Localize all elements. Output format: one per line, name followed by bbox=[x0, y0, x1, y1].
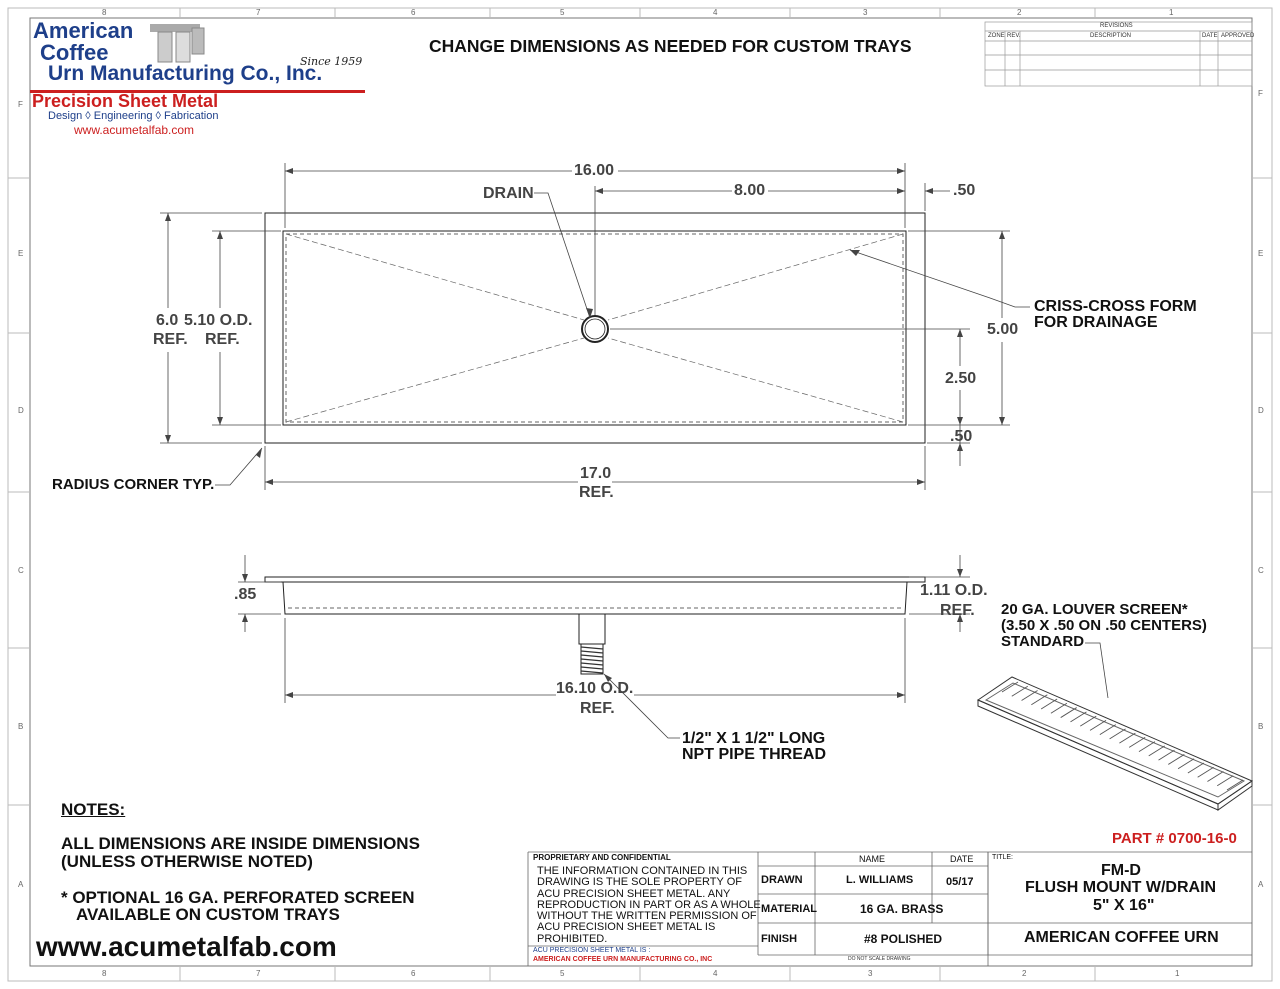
zone-left-d: D bbox=[18, 406, 24, 415]
zone-bottom-4: 4 bbox=[713, 969, 718, 978]
note-1b: (UNLESS OTHERWISE NOTED) bbox=[61, 852, 313, 871]
material-value: 16 GA. BRASS bbox=[860, 902, 944, 916]
louver-slat bbox=[1051, 703, 1067, 713]
proprietary-line: ACU PRECISION SHEET METAL IS bbox=[537, 921, 716, 934]
company-name: AMERICAN COFFEE URN bbox=[1024, 929, 1219, 946]
dim-outer-height-ref: REF. bbox=[153, 331, 188, 348]
louver-slat bbox=[1188, 763, 1204, 773]
zone-left-a: A bbox=[18, 880, 24, 889]
logo-line-coffee: Coffee bbox=[40, 40, 109, 65]
louver-slat bbox=[1022, 691, 1038, 701]
dim-overall-width: 16.00 bbox=[574, 162, 615, 179]
revisions-col-description: DESCRIPTION bbox=[1090, 33, 1132, 39]
logo-urn-graphic bbox=[150, 24, 204, 62]
label-criss-cross-1: CRISS-CROSS FORM bbox=[1034, 298, 1197, 315]
label-louver-2: (3.50 X .50 ON .50 CENTERS) bbox=[1001, 617, 1207, 634]
dim-half-height: 2.50 bbox=[945, 370, 977, 387]
louver-slat bbox=[1217, 776, 1233, 786]
dim-half-width: 8.00 bbox=[734, 182, 766, 199]
louver-slat bbox=[1168, 754, 1184, 764]
revisions-col-approved: APPROVED bbox=[1221, 33, 1255, 39]
label-louver-1: 20 GA. LOUVER SCREEN* bbox=[1001, 601, 1188, 618]
zone-bottom-1: 1 bbox=[1175, 969, 1180, 978]
side-view bbox=[265, 577, 925, 674]
dim-depth: .85 bbox=[234, 586, 257, 603]
zone-left-b: B bbox=[18, 722, 24, 731]
louver-slat bbox=[1149, 746, 1165, 756]
zone-right-b: B bbox=[1258, 722, 1264, 731]
note-1a: ALL DIMENSIONS ARE INSIDE DIMENSIONS bbox=[61, 834, 420, 853]
zone-top-7: 7 bbox=[256, 8, 261, 17]
louver-slat bbox=[1090, 720, 1106, 730]
title-line-3: 5" X 16" bbox=[1093, 897, 1155, 914]
title-label: TITLE: bbox=[992, 854, 1014, 861]
dim-outer-height: 6.0 bbox=[156, 312, 179, 329]
louver-slat bbox=[1207, 771, 1223, 781]
date-header: DATE bbox=[950, 854, 974, 864]
zone-bottom-5: 5 bbox=[560, 969, 565, 978]
revisions-col-zone: ZONE bbox=[988, 33, 1005, 39]
proprietary-line: THE INFORMATION CONTAINED IN THIS bbox=[537, 865, 748, 877]
zone-right-f: F bbox=[1258, 89, 1263, 98]
footer-website[interactable]: www.acumetalfab.com bbox=[36, 931, 337, 962]
dim-outer-width: 17.0 bbox=[580, 465, 612, 482]
dim-right-offset: .50 bbox=[953, 182, 976, 199]
louver-slat bbox=[1002, 682, 1018, 692]
dim-bottom-offset: .50 bbox=[950, 428, 973, 445]
zone-top-8: 8 bbox=[102, 8, 107, 17]
revisions-col-rev: REV. bbox=[1007, 33, 1021, 39]
title-line-1: FM-D bbox=[1101, 862, 1141, 879]
zone-top-4: 4 bbox=[713, 8, 718, 17]
drawn-name: L. WILLIAMS bbox=[846, 874, 914, 886]
notes-heading: NOTES: bbox=[61, 800, 126, 819]
louver-slat bbox=[1070, 712, 1086, 722]
zone-bottom-7: 7 bbox=[256, 969, 261, 978]
label-radius-corner: RADIUS CORNER TYP. bbox=[52, 476, 215, 493]
louver-slat bbox=[1080, 716, 1096, 726]
proprietary-heading: PROPRIETARY AND CONFIDENTIAL bbox=[533, 853, 671, 862]
logo-website[interactable]: www.acumetalfab.com bbox=[74, 123, 195, 137]
label-pipe-1: 1/2" X 1 1/2" LONG bbox=[682, 730, 826, 747]
acu-company: AMERICAN COFFEE URN MANUFACTURING CO., INC bbox=[533, 956, 713, 963]
acu-line: ACU PRECISION SHEET METAL IS : bbox=[533, 947, 651, 954]
dim-od-depth-ref: REF. bbox=[940, 602, 975, 619]
logo-services: Design ◊ Engineering ◊ Fabrication bbox=[48, 110, 219, 122]
zone-top-5: 5 bbox=[560, 8, 565, 17]
name-header: NAME bbox=[859, 854, 886, 864]
dim-od-length-ref: REF. bbox=[580, 700, 615, 717]
louver-slat bbox=[1110, 729, 1126, 739]
proprietary-text bbox=[537, 866, 761, 945]
zone-top-3: 3 bbox=[863, 8, 868, 17]
drawn-label: DRAWN bbox=[761, 874, 803, 886]
label-louver-3: STANDARD bbox=[1001, 633, 1085, 650]
dim-od-height: 5.10 O.D. bbox=[184, 312, 253, 329]
dim-outer-width-ref: REF. bbox=[579, 484, 614, 501]
zone-bottom-3: 3 bbox=[868, 969, 873, 978]
logo-line-urn: Urn Manufacturing Co., Inc. bbox=[48, 62, 323, 85]
dim-inner-height: 5.00 bbox=[987, 321, 1019, 338]
title-line-2: FLUSH MOUNT W/DRAIN bbox=[1025, 879, 1217, 896]
zone-top-1: 1 bbox=[1169, 8, 1174, 17]
louver-screen-drawing bbox=[978, 677, 1252, 810]
proprietary-line: DRAWING IS THE SOLE PROPERTY OF bbox=[537, 876, 742, 889]
louver-slat bbox=[1031, 695, 1047, 705]
label-criss-cross-2: FOR DRAINAGE bbox=[1034, 314, 1158, 331]
zone-bottom-8: 8 bbox=[102, 969, 107, 978]
proprietary-line: REPRODUCTION IN PART OR AS A WHOLE bbox=[537, 898, 761, 911]
zone-bottom-6: 6 bbox=[411, 969, 416, 978]
label-drain: DRAIN bbox=[483, 185, 534, 202]
zone-right-d: D bbox=[1258, 406, 1264, 415]
proprietary-line: PROHIBITED. bbox=[537, 932, 608, 945]
top-view-dimensions bbox=[160, 163, 1030, 490]
zone-right-e: E bbox=[1258, 249, 1264, 258]
louver-slat bbox=[1041, 699, 1057, 709]
zone-right-a: A bbox=[1258, 880, 1264, 889]
do-not-scale: DO NOT SCALE DRAWING bbox=[848, 956, 911, 962]
zone-right-c: C bbox=[1258, 566, 1264, 575]
dim-od-depth: 1.11 O.D. bbox=[920, 582, 988, 599]
label-pipe-2: NPT PIPE THREAD bbox=[682, 746, 827, 763]
louver-slat bbox=[1012, 686, 1028, 696]
note-2a: * OPTIONAL 16 GA. PERFORATED SCREEN bbox=[61, 888, 415, 907]
louver-slat bbox=[1100, 725, 1116, 735]
note-2b: AVAILABLE ON CUSTOM TRAYS bbox=[76, 905, 340, 924]
louver-slat bbox=[1178, 759, 1194, 769]
finish-label: FINISH bbox=[761, 933, 798, 945]
zone-left-e: E bbox=[18, 249, 24, 258]
revisions-col-date: DATE bbox=[1202, 33, 1218, 39]
revisions-title: REVISIONS bbox=[1100, 23, 1133, 29]
zone-bottom-2: 2 bbox=[1022, 969, 1027, 978]
dim-od-length: 16.10 O.D. bbox=[556, 680, 634, 697]
zone-top-2: 2 bbox=[1017, 8, 1022, 17]
louver-slat bbox=[1198, 767, 1214, 777]
louver-slat bbox=[1119, 733, 1135, 743]
proprietary-line: ACU PRECISION SHEET METAL. ANY bbox=[537, 887, 731, 900]
louver-slat bbox=[1061, 708, 1077, 718]
zone-left-f: F bbox=[18, 100, 23, 109]
dim-od-height-ref: REF. bbox=[205, 331, 240, 348]
zone-left-c: C bbox=[18, 566, 24, 575]
material-label: MATERIAL bbox=[761, 903, 818, 915]
logo-since: Since 1959 bbox=[300, 55, 363, 68]
zone-top-6: 6 bbox=[411, 8, 416, 17]
louver-slat bbox=[1139, 742, 1155, 752]
proprietary-line: WITHOUT THE WRITTEN PERMISSION OF bbox=[537, 910, 757, 923]
finish-value: #8 POLISHED bbox=[864, 932, 943, 946]
logo-tagline: Precision Sheet Metal bbox=[32, 91, 219, 111]
louver-slat bbox=[1129, 737, 1145, 747]
logo-line-american: American bbox=[33, 18, 134, 43]
louver-slat bbox=[1159, 750, 1175, 760]
header-title: CHANGE DIMENSIONS AS NEEDED FOR CUSTOM TRAYS bbox=[429, 36, 912, 56]
drawn-date: 05/17 bbox=[946, 876, 974, 888]
side-view-arrowheads bbox=[242, 569, 963, 698]
part-number: PART # 0700-16-0 bbox=[1112, 830, 1237, 847]
